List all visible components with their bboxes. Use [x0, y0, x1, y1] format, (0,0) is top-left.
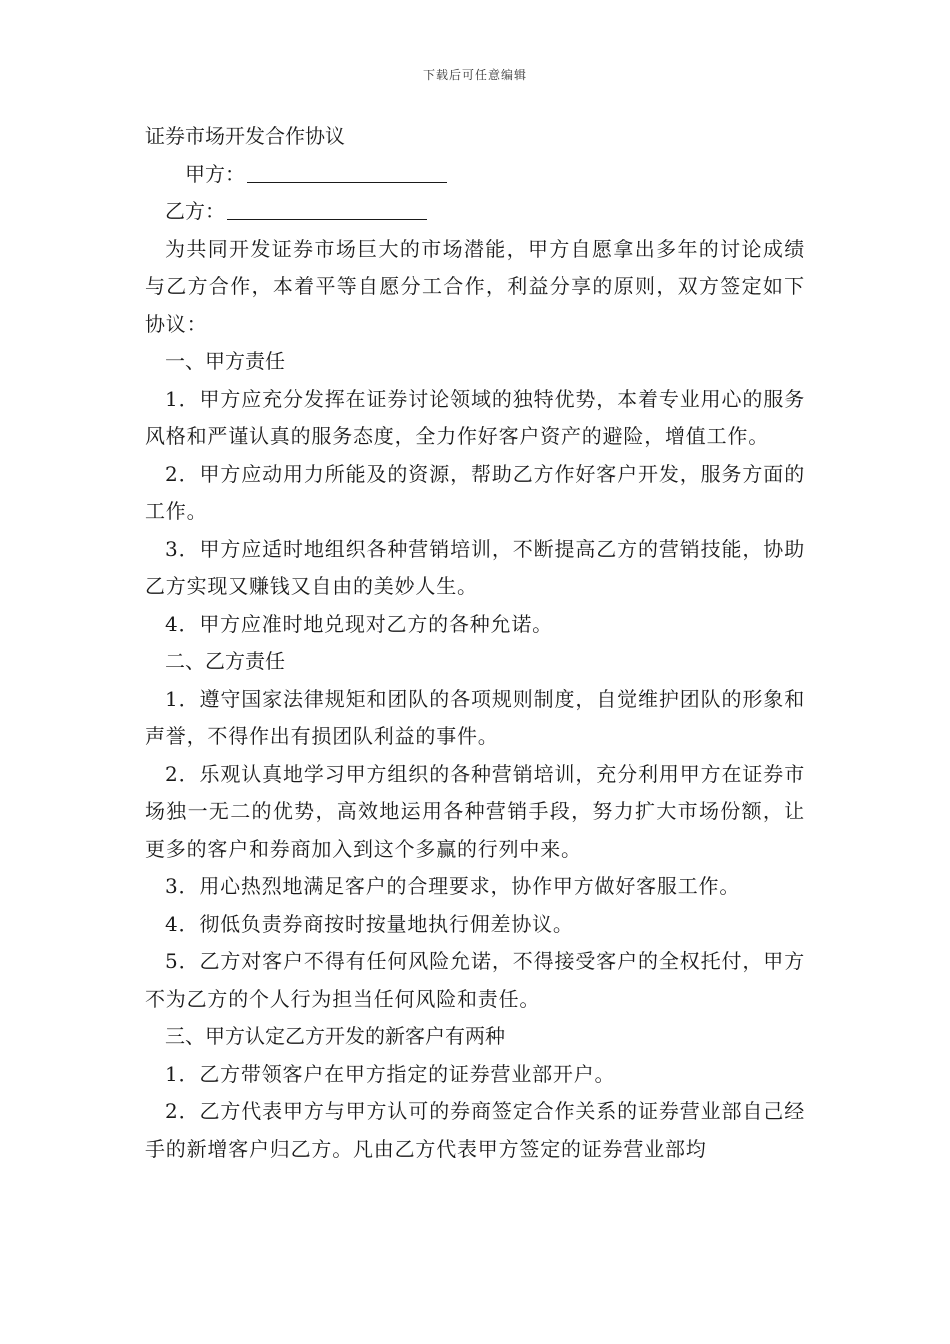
section-1-item-4: 4．甲方应准时地兑现对乙方的各种允诺。: [165, 611, 553, 636]
section-3-item-2: 2．乙方代表甲方与甲方认可的券商签定合作关系的证券营业部自己经手的新增客户归乙方。凡由乙方代表甲方签定的证券营业部均: [145, 1099, 805, 1161]
section-2-item-2: 2．乐观认真地学习甲方组织的各种营销培训，充分利用甲方在证券市场独一无二的优势，高效地运用各种营销手段，努力扩大市场份额，让更多的客户和券商加入到这个多赢的行列中来。: [145, 761, 805, 861]
party-a-label: 甲方：: [185, 161, 245, 186]
section-1-item-3: 3．甲方应适时地组织各种营销培训，不断提高乙方的营销技能，协助乙方实现又赚钱又自由的美妙人生。: [145, 536, 805, 598]
document-body: [145, 118, 805, 1168]
section-2-item-5: 5．乙方对客户不得有任何风险允诺，不得接受客户的全权托付，甲方不为乙方的个人行为担当任何风险和责任。: [145, 949, 805, 1011]
intro-paragraph: 为共同开发证券市场巨大的市场潜能，甲方自愿拿出多年的讨论成绩与乙方合作，本着平等自愿分工合作，利益分享的原则，双方签定如下协议：: [145, 236, 805, 336]
section-1-item-1: 1．甲方应充分发挥在证券讨论领域的独特优势，本着专业用心的服务风格和严谨认真的服务态度，全力作好客户资产的避险，增值工作。: [145, 386, 805, 448]
section-heading-party-a-duties: 一、甲方责任: [165, 349, 285, 373]
section-3-item-1: 1．乙方带领客户在甲方指定的证券营业部开户。: [165, 1061, 616, 1086]
section-2-item-1: 1．遵守国家法律规矩和团队的各项规则制度，自觉维护团队的形象和声誉，不得作出有损团队利益的事件。: [145, 686, 805, 748]
party-b-blank: [227, 197, 427, 220]
section-1-item-2: 2．甲方应动用力所能及的资源，帮助乙方作好客户开发，服务方面的工作。: [145, 461, 805, 523]
section-heading-party-b-duties: 二、乙方责任: [165, 649, 285, 673]
section-2-item-3: 3．用心热烈地满足客户的合理要求，协作甲方做好客服工作。: [165, 874, 741, 898]
party-a-blank: [247, 160, 447, 183]
party-a-line: [145, 156, 805, 194]
party-b-label: 乙方：: [165, 199, 225, 223]
party-b-line: [145, 193, 805, 231]
document-title: 证券市场开发合作协议: [145, 124, 345, 148]
section-heading-new-clients: 三、甲方认定乙方开发的新客户有两种: [165, 1024, 505, 1048]
header-note: 下载后可任意编辑: [422, 68, 527, 82]
section-2-item-4: 4．彻低负责券商按时按量地执行佣差协议。: [165, 911, 574, 936]
